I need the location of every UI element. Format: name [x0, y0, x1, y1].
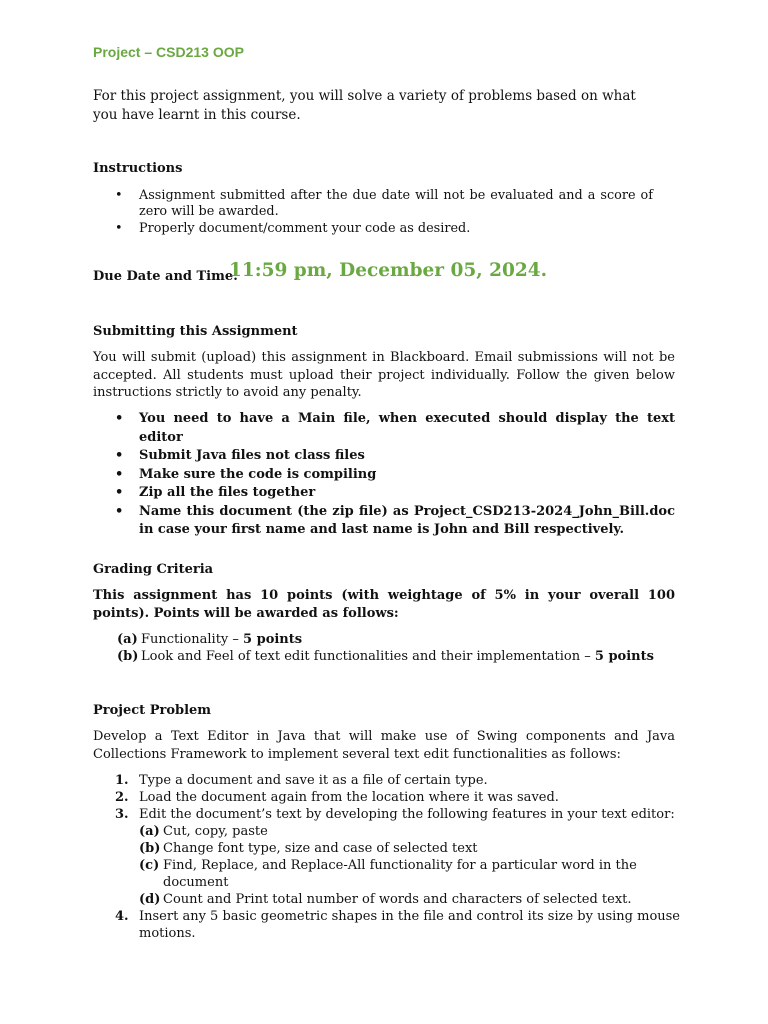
instructions-heading: Instructions	[93, 161, 183, 176]
submitting-list	[93, 410, 675, 540]
submission-rule: • Name this document (the zip file) as Project_CSD213-2024_John_Bill.doc in case your first name and last name is John and Bill respectively.	[115, 503, 675, 537]
problem-list	[93, 772, 683, 942]
problem-heading: Project Problem	[93, 703, 212, 718]
instruction-item: • Assignment submitted after the due date will not be evaluated and a score of zero will be awarded.	[115, 188, 653, 219]
submission-rule: • You need to have a Main file, when executed should display the text editor	[115, 411, 675, 445]
problem-item: 1. Type a document and save it as a file of certain type.	[115, 773, 488, 788]
submission-rule: • Submit Java files not class files	[115, 448, 365, 463]
feature-sublist	[139, 823, 683, 908]
due-date-value: 11:59 pm, December 05, 2024.	[229, 260, 548, 281]
feature-item: (b) Change font type, size and case of selected text	[139, 841, 478, 856]
grading-heading: Grading Criteria	[93, 562, 214, 577]
problem-item: 2. Load the document again from the location where it was saved.	[115, 790, 559, 805]
feature-item: (a) Cut, copy, paste	[139, 824, 268, 839]
problem-item: 4. Insert any 5 basic geometric shapes in the file and control its size by using mouse motions.	[115, 909, 681, 941]
intro-paragraph: For this project assignment, you will solve a variety of problems based on what you have learnt in this course.	[93, 88, 636, 123]
document-title: Project – CSD213 OOP	[93, 44, 244, 60]
grading-item: (a) Functionality – 5 points	[117, 632, 303, 647]
feature-item: (d) Count and Print total number of words and characters of selected text.	[139, 892, 632, 907]
grading-paragraph: This assignment has 10 points (with weightage of 5% in your overall 100 points). Points will be awarded as follows:	[93, 588, 675, 621]
problem-item: 3. Edit the document’s text by developing the following features in your text editor: (a) Cut, copy, paste (b) Change font type, size and case of selected text (c) Find, Replace, and Replace-All functionality for a particular word in the document (d) Count and Print total number of words and characters of selected text.	[93, 806, 683, 908]
submitting-heading: Submitting this Assignment	[93, 324, 298, 339]
grading-item: (b) Look and Feel of text edit functionalities and their implementation – 5 points	[117, 649, 654, 664]
submission-rule: • Zip all the files together	[115, 485, 316, 500]
feature-item: (c) Find, Replace, and Replace-All functionality for a particular word in the document	[139, 858, 637, 890]
submitting-paragraph: You will submit (upload) this assignment in Blackboard. Email submissions will not be accepted. All students must upload their project individually. Follow the given below instructions strictly to avoid any penalty.	[93, 350, 675, 400]
grading-criteria-list	[117, 631, 677, 665]
instructions-list	[93, 188, 653, 237]
due-date-label: Due Date and Time:	[93, 269, 238, 284]
submission-rule: • Make sure the code is compiling	[115, 466, 377, 482]
instruction-item: • Properly document/comment your code as desired.	[115, 221, 471, 236]
problem-paragraph: Develop a Text Editor in Java that will make use of Swing components and Java Collections Framework to implement several text edit functionalities as follows:	[93, 729, 675, 762]
